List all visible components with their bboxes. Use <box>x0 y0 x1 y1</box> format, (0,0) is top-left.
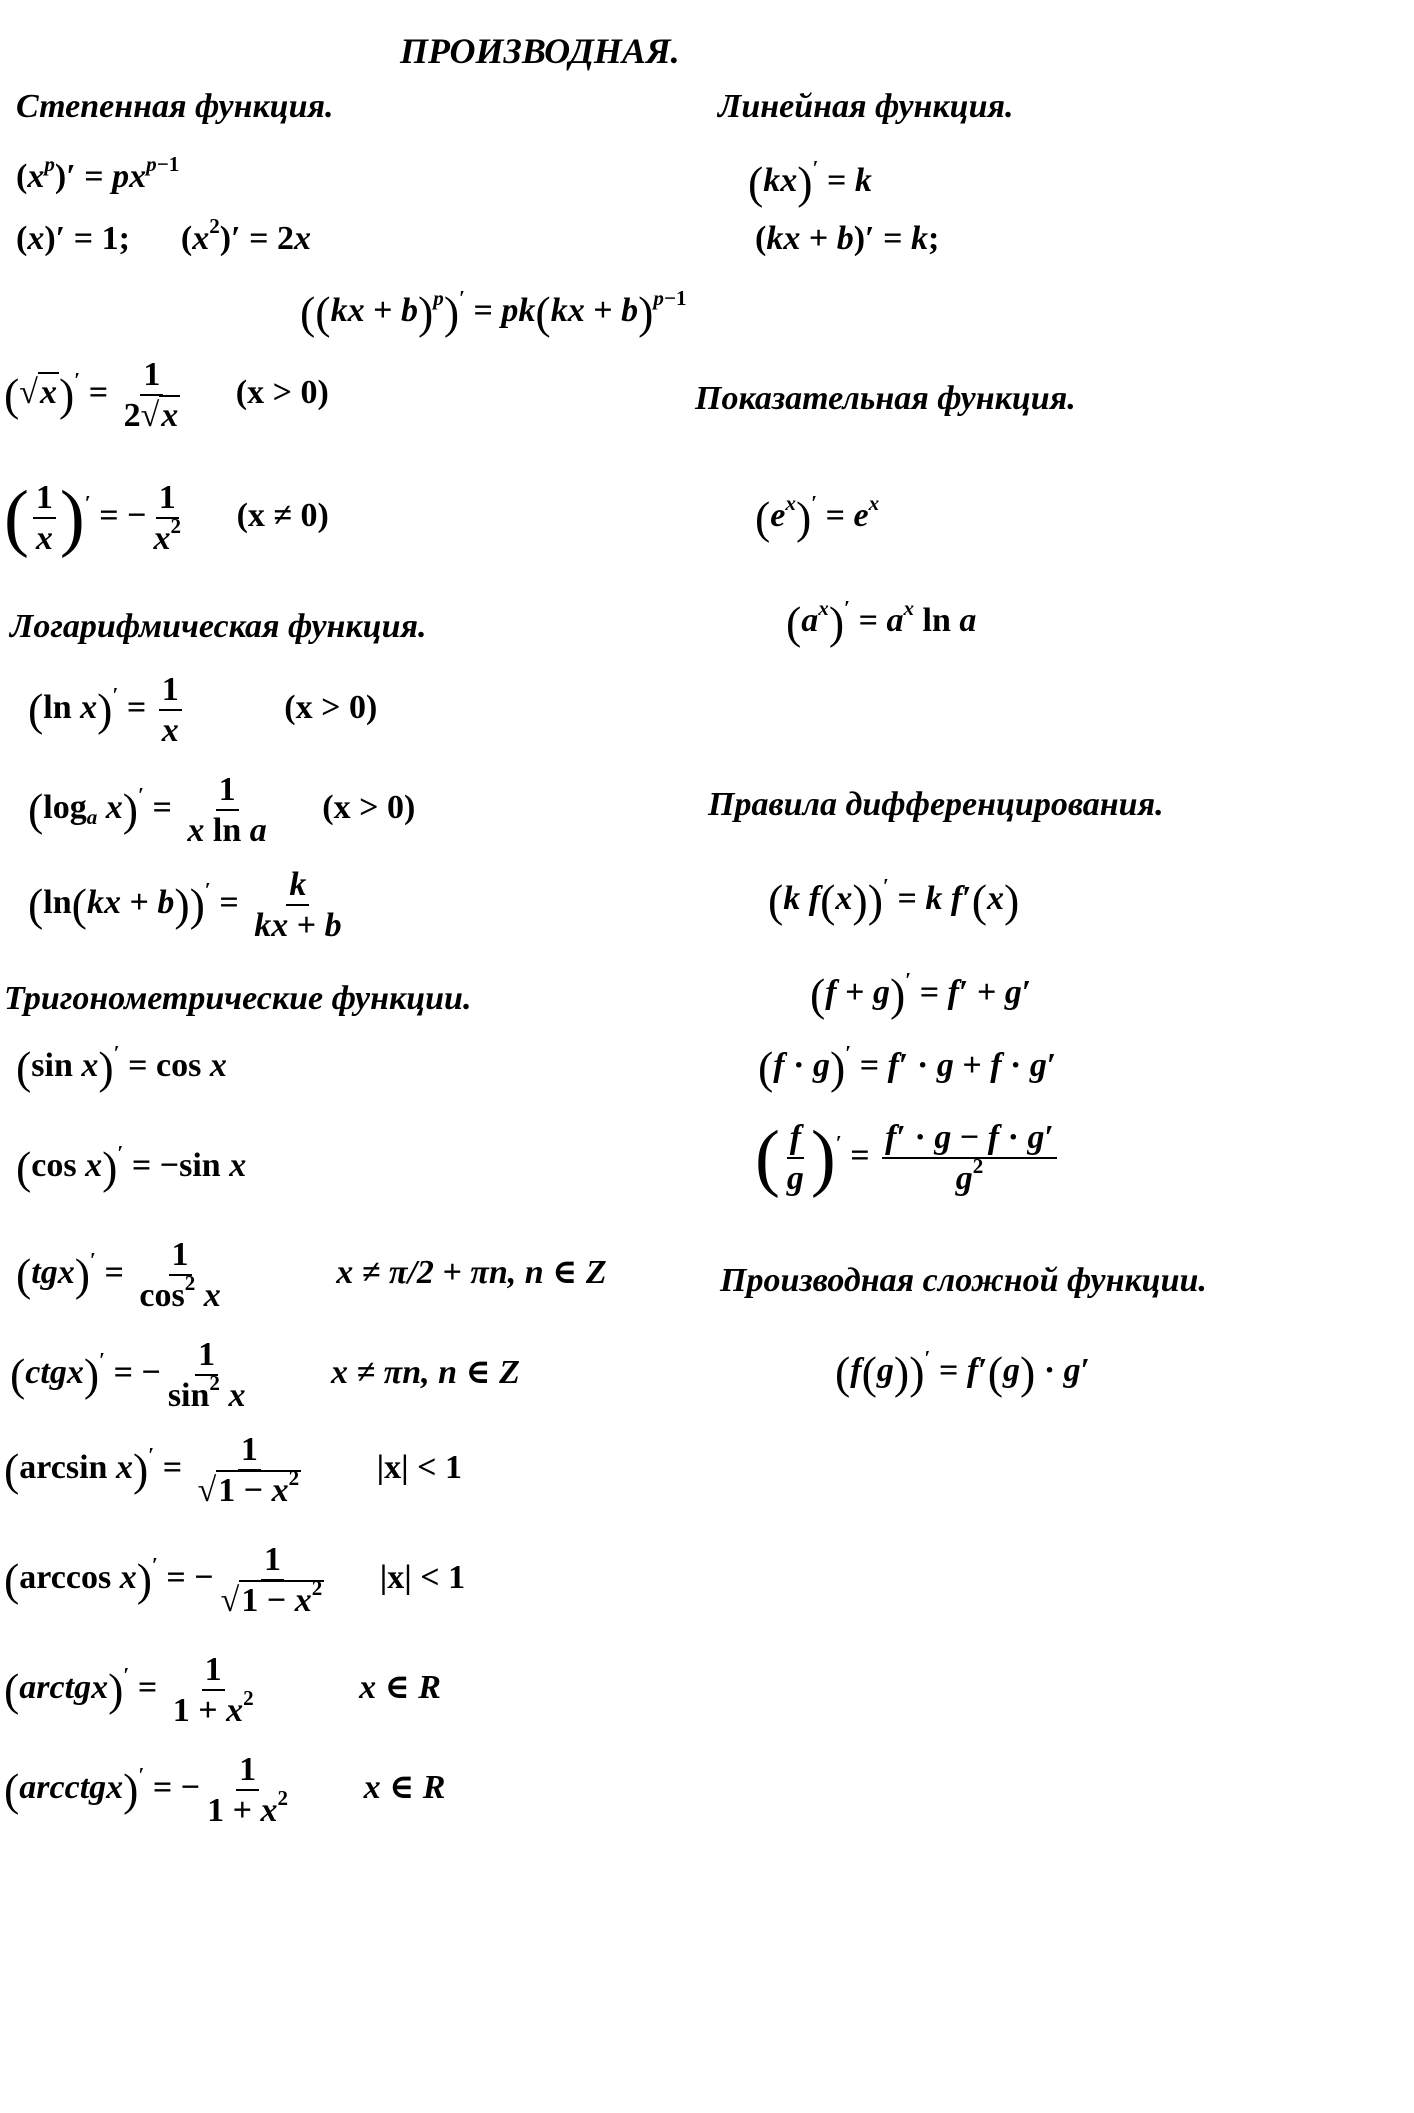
formula-rule-quotient: ( $\frac{f}{g}$ )′ = $\frac{f' \cdot g - f \cdot g'}{g^2}$ <box>755 1118 1061 1198</box>
formula-power-general: $(x^p)' = px^{p-1}$ <box>16 152 180 195</box>
formula-reciprocal: ( $\frac{1}{x}$ )′ = − $\frac{1}{x^2}$ (x ≠ 0) <box>4 475 329 559</box>
condition-arctg: x ∈ R <box>359 1668 441 1706</box>
heading-power-function: Степенная функция. <box>16 88 334 125</box>
formula-arcsin: (arcsin x)′ = $\frac{1}{√1 - x^2}$ |x| < 1 <box>4 1431 463 1510</box>
condition-sqrt: (x > 0) <box>235 373 329 411</box>
condition-log: (x > 0) <box>322 788 416 826</box>
condition-ctg: x ≠ πn, n ∈ Z <box>330 1353 520 1391</box>
condition-arcctg: x ∈ R <box>363 1768 446 1806</box>
formula-ln: (ln x)′ = $\frac{1}{x}$ (x > 0) <box>28 671 378 750</box>
formula-arctg: (arctgx)′ = $\frac{1}{1 + x^2}$ x ∈ R <box>4 1651 441 1730</box>
formula-sqrt: (√x)′ = $\frac{1}{2√x}$ (x > 0) <box>4 356 329 435</box>
formula-linear-kx-b: (kx + b)′ = k; <box>755 220 940 257</box>
heading-trig-functions: Тригонометрические функции. <box>4 980 472 1017</box>
formula-linear-kx: (kx)′ = k <box>748 155 872 208</box>
condition-reciprocal: (x ≠ 0) <box>236 496 329 534</box>
formula-sin: (sin x)′ = cos x <box>16 1040 227 1093</box>
formula-chain-rule: (f(g))′ = f′(g) · g′ <box>835 1345 1091 1398</box>
condition-ln: (x > 0) <box>284 688 378 726</box>
condition-arcsin: |x| < 1 <box>376 1448 463 1486</box>
formula-rule-constant: (k f(x))′ = k f′(x) <box>768 873 1020 926</box>
formula-exp-a: $(a^x)' = a^x$ ln a <box>786 595 977 648</box>
formula-power-examples: (x)′ = 1; $(x^2)' = 2x$ <box>16 214 312 257</box>
formula-rule-sum: (f + g)′ = f′ + g′ <box>810 967 1032 1020</box>
heading-differentiation-rules: Правила дифференцирования. <box>708 786 1164 823</box>
condition-arccos: |x| < 1 <box>379 1558 466 1596</box>
formula-exp-e: $(e^x)' = e^x$ <box>755 490 880 543</box>
formula-arcctg: (arcctgx)′ = − $\frac{1}{1 + x^2}$ x ∈ R <box>4 1751 446 1830</box>
formula-cos: (cos x)′ = −sin x <box>16 1140 247 1193</box>
formula-power-linear-composite: ((kx + b)$^p$)′ = pk(kx + b)$^{p-1}$ <box>300 285 687 338</box>
page-title: ПРОИЗВОДНАЯ. <box>400 31 680 71</box>
formula-arccos: (arccos x)′ = − $\frac{1}{√1 - x^2}$ |x| < 1 <box>4 1541 466 1620</box>
heading-linear-function: Линейная функция. <box>718 88 1014 125</box>
formula-rule-product: (f · g)′ = f′ · g + f · g′ <box>758 1040 1057 1093</box>
formula-tg: (tgx)′ = $\frac{1}{\cos^2 x}$ x ≠ π/2 + πn, n ∈ Z <box>16 1236 607 1315</box>
formula-log-a: ($\log_a$ x)′ = $\frac{1}{\text{x ln a}}$ (x > 0) <box>28 771 416 850</box>
heading-exponential-function: Показательная функция. <box>695 380 1076 417</box>
formula-ln-linear: (ln(kx + b))′ = $\frac{k}{kx + b}$ <box>28 866 342 945</box>
heading-composite-derivative: Производная сложной функции. <box>720 1262 1207 1299</box>
condition-tg: x ≠ π/2 + πn, n ∈ Z <box>336 1253 607 1291</box>
formula-ctg: (ctgx)′ = − $\frac{1}{\sin^2 x}$ x ≠ πn, n ∈ Z <box>10 1336 520 1415</box>
heading-logarithmic-function: Логарифмическая функция. <box>10 608 427 645</box>
